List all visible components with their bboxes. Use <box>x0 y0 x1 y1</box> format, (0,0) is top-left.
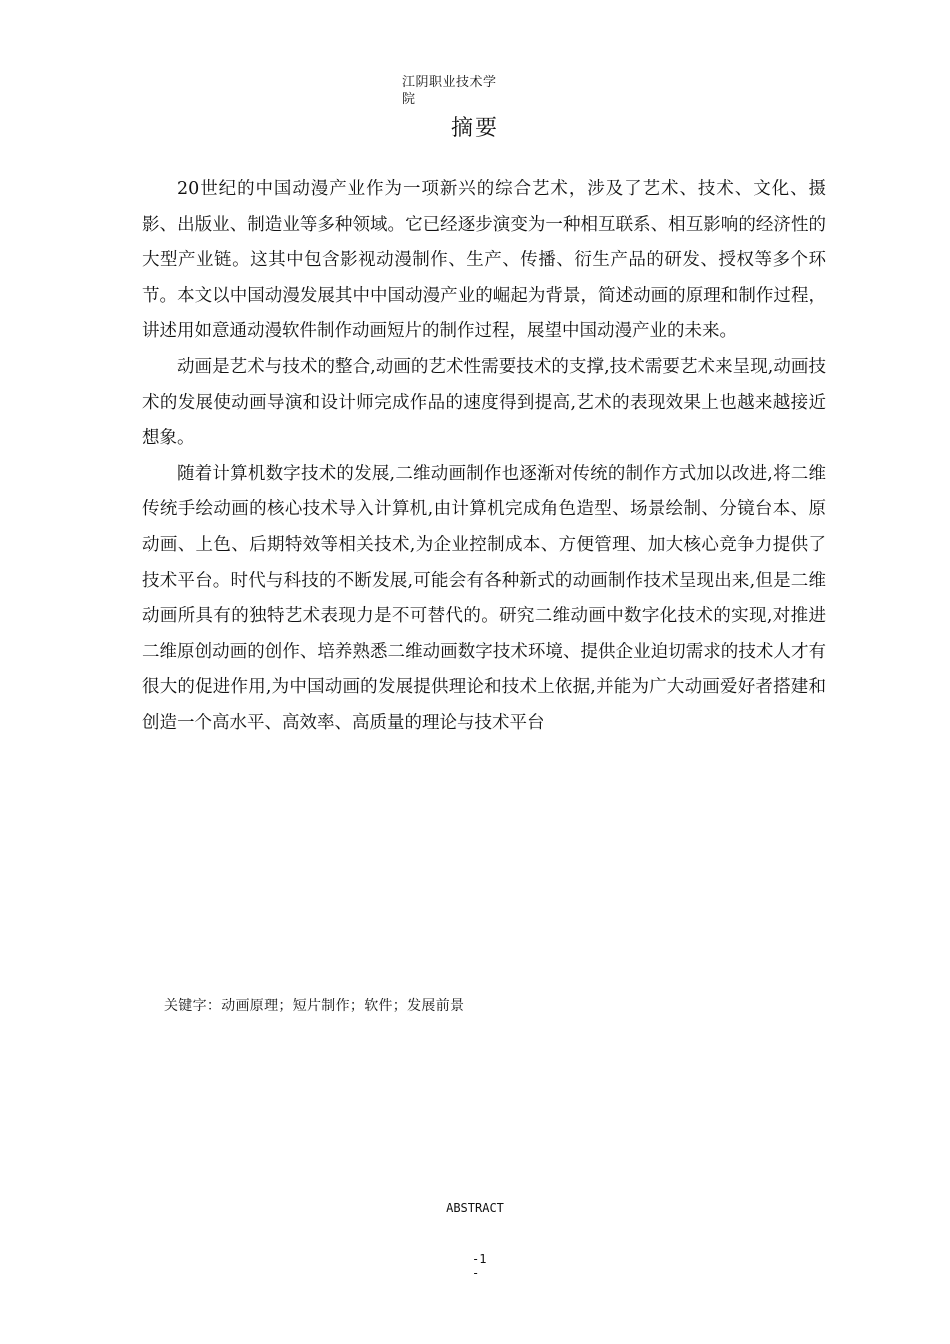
page-title: 摘要 <box>450 116 499 141</box>
english-abstract-heading: ABSTRACT <box>446 1201 504 1215</box>
school-name-line-2: 院 <box>402 92 416 107</box>
paragraph-1: 20世纪的中国动漫产业作为一项新兴的综合艺术，涉及了艺术、技术、文化、摄影、出版业、制造业等多种领域。它已经逐步演变为一种相互联系、相互影响的经济性的大型产业链。这其中包含影视动漫制作、生产、传播、衍生产品的研发、授权等多个环节。本文以中国动漫发展其中中国动漫产业的崛起为背景，简述动画的原理和制作过程，讲述用如意通动漫软件制作动画短片的制作过程，展望中国动漫产业的未来。 <box>142 179 826 342</box>
page-number: -1 <box>472 1252 487 1266</box>
page-footer <box>472 1252 486 1280</box>
page-header <box>402 74 512 108</box>
footer-dash: - <box>472 1266 480 1280</box>
school-name-line-1: 江阴职业技术学 <box>402 75 497 90</box>
keywords-line: 关键字：动画原理；短片制作；软件；发展前景 <box>164 998 465 1014</box>
paragraph-3: 随着计算机数字技术的发展,二维动画制作也逐渐对传统的制作方式加以改进,将二维传统手绘动画的核心技术导入计算机,由计算机完成角色造型、场景绘制、分镜台本、原动画、上色、后期特效等相关技术,为企业控制成本、方便管理、加大核心竞争力提供了技术平台。时代与科技的不断发展,可能会有各种新式的动画制作技术呈现出来,但是二维动画所具有的独特艺术表现力是不可替代的。研究二维动画中数字化技术的实现,对推进二维原创动画的创作、培养熟悉二维动画数字技术环境、提供企业迫切需求的技术人才有很大的促进作用,为中国动画的发展提供理论和技术上依据,并能为广大动画爱好者搭建和创造一个高水平、高效率、高质量的理论与技术平台 <box>142 463 826 733</box>
abstract-body <box>142 172 826 742</box>
paragraph-2: 动画是艺术与技术的整合,动画的艺术性需要技术的支撑,技术需要艺术来呈现,动画技术的发展使动画导演和设计师完成作品的速度得到提高,艺术的表现效果上也越来越接近想象。 <box>142 356 826 449</box>
